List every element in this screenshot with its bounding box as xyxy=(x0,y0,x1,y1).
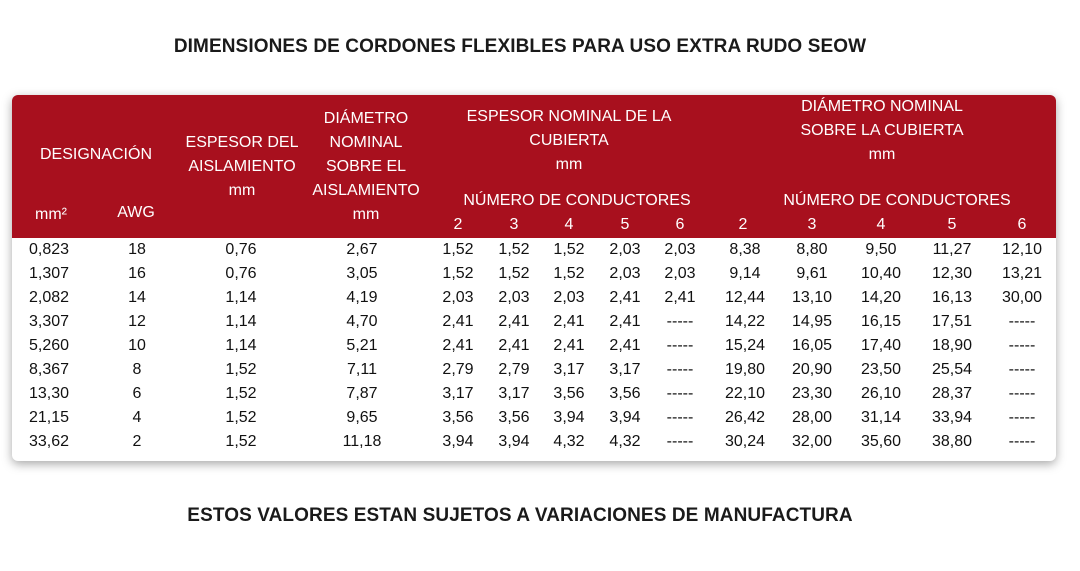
table-cell: 3,56 xyxy=(442,409,474,426)
table-cell: 7,87 xyxy=(346,385,378,402)
table-cell: 2,41 xyxy=(442,313,474,330)
table-cell: 20,90 xyxy=(791,361,833,378)
table-cell: 2,41 xyxy=(442,337,474,354)
table-cell: 0,76 xyxy=(225,241,257,258)
table-cell: 15,24 xyxy=(724,337,766,354)
table-cell: 17,51 xyxy=(931,313,973,330)
conductores-cubierta-header-4: 4 xyxy=(564,216,574,233)
table-cell: 38,80 xyxy=(931,433,973,450)
header-designacion: DESIGNACIÓN xyxy=(39,146,152,163)
table-cell: 3,94 xyxy=(553,409,585,426)
table-cell: 3,94 xyxy=(609,409,641,426)
header-espesor-aislamiento: ESPESOR DEL AISLAMIENTO mm xyxy=(185,134,299,199)
table-cell: 2,41 xyxy=(609,313,641,330)
page-title: DIMENSIONES DE CORDONES FLEXIBLES PARA USO EXTRA RUDO SEOW xyxy=(173,36,867,57)
table-cell: 1,14 xyxy=(225,313,257,330)
table-cell: 9,65 xyxy=(346,409,378,426)
table-cell: 1,52 xyxy=(498,265,530,282)
table-cell: 1,52 xyxy=(225,409,257,426)
table-cell: 14,22 xyxy=(724,313,766,330)
table-cell: ----- xyxy=(1008,385,1036,402)
table-cell: 8,38 xyxy=(729,241,761,258)
table-cell: 18,90 xyxy=(931,337,973,354)
table-cell: 3,17 xyxy=(553,361,585,378)
header-numero-conductores-cubierta: NÚMERO DE CONDUCTORES xyxy=(463,192,691,209)
table-cell: 1,14 xyxy=(225,289,257,306)
table-cell: 33,62 xyxy=(28,433,70,450)
table-cell: 11,18 xyxy=(342,433,382,450)
table-cell: 26,42 xyxy=(724,409,766,426)
table-cell: ----- xyxy=(666,313,694,330)
table-cell: 9,50 xyxy=(865,241,897,258)
table-cell: 1,52 xyxy=(225,361,257,378)
table-cell: 3,94 xyxy=(498,433,530,450)
table-cell: 2,03 xyxy=(664,241,696,258)
table-cell: 2,79 xyxy=(498,361,530,378)
conductores-diametro-header-3: 3 xyxy=(807,216,817,233)
table-cell: 2,41 xyxy=(609,337,641,354)
table-cell: 1,52 xyxy=(225,385,257,402)
table-cell: 12,10 xyxy=(1001,241,1043,258)
table-cell: 1,52 xyxy=(442,265,474,282)
table-cell: ----- xyxy=(666,433,694,450)
table-cell: 3,05 xyxy=(346,265,378,282)
table-cell: 2,41 xyxy=(553,313,585,330)
table-cell: ----- xyxy=(1008,409,1036,426)
table-cell: ----- xyxy=(666,337,694,354)
table-cell: 1,52 xyxy=(553,241,585,258)
table-cell: 7,11 xyxy=(347,361,377,378)
table-cell: 2,03 xyxy=(664,265,696,282)
table-cell: ----- xyxy=(666,361,694,378)
table-cell: ----- xyxy=(666,385,694,402)
table-cell: ----- xyxy=(1008,313,1036,330)
table-cell: 14,95 xyxy=(791,313,833,330)
table-cell: 26,10 xyxy=(860,385,902,402)
table-cell: 0,823 xyxy=(28,241,70,258)
conductores-diametro-header-2: 2 xyxy=(738,216,748,233)
table-cell: 2,03 xyxy=(442,289,474,306)
table-cell: 2,79 xyxy=(442,361,474,378)
table-cell: 35,60 xyxy=(860,433,902,450)
table-cell: 9,61 xyxy=(796,265,828,282)
table-cell: 13,10 xyxy=(791,289,833,306)
table-cell: 4,70 xyxy=(346,313,378,330)
header-espesor-cubierta: ESPESOR NOMINAL DE LA CUBIERTA mm xyxy=(466,108,672,173)
table-cell: 13,21 xyxy=(1001,265,1043,282)
table-cell: 5,260 xyxy=(28,337,70,354)
table-cell: 25,54 xyxy=(931,361,973,378)
conductores-diametro-header-5: 5 xyxy=(947,216,957,233)
table-cell: 22,10 xyxy=(724,385,766,402)
table-cell: 9,14 xyxy=(729,265,761,282)
table-cell: 6 xyxy=(132,385,142,402)
table-cell: 16,15 xyxy=(860,313,902,330)
table-cell: 10 xyxy=(128,337,146,354)
table-cell: ----- xyxy=(1008,361,1036,378)
table-cell: 4,32 xyxy=(553,433,585,450)
table-cell: 2,03 xyxy=(553,289,585,306)
table-cell: 2,03 xyxy=(609,241,641,258)
table-cell: 2,41 xyxy=(664,289,696,306)
table-cell: 16,13 xyxy=(931,289,973,306)
table-cell: 3,17 xyxy=(609,361,641,378)
cable-dimensions-table xyxy=(12,95,1056,461)
table-cell: 14,20 xyxy=(860,289,902,306)
table-cell: 3,17 xyxy=(442,385,474,402)
conductores-cubierta-header-5: 5 xyxy=(620,216,630,233)
conductores-cubierta-header-6: 6 xyxy=(675,216,685,233)
table-cell: 30,00 xyxy=(1001,289,1043,306)
table-cell: 8 xyxy=(132,361,142,378)
table-cell: 10,40 xyxy=(860,265,902,282)
table-cell: 2,03 xyxy=(609,265,641,282)
header-diametro-aislamiento: DIÁMETRO NOMINAL SOBRE EL AISLAMIENTO mm xyxy=(312,110,420,223)
table-cell: 2,41 xyxy=(498,313,530,330)
table-cell: 1,52 xyxy=(498,241,530,258)
table-cell: 1,307 xyxy=(28,265,70,282)
table-cell: 17,40 xyxy=(860,337,902,354)
table-cell: 11,27 xyxy=(932,241,972,258)
table-cell: 2 xyxy=(132,433,142,450)
table-cell: 2,41 xyxy=(498,337,530,354)
table-cell: 1,52 xyxy=(553,265,585,282)
table-cell: ----- xyxy=(1008,337,1036,354)
table-cell: 16 xyxy=(128,265,146,282)
table-cell: 3,56 xyxy=(498,409,530,426)
table-cell: 4 xyxy=(132,409,142,426)
table-cell: 32,00 xyxy=(791,433,833,450)
table-cell: 19,80 xyxy=(724,361,766,378)
table-cell: 2,41 xyxy=(609,289,641,306)
footer-note: ESTOS VALORES ESTAN SUJETOS A VARIACIONES DE MANUFACTURA xyxy=(187,505,853,526)
table-cell: 13,30 xyxy=(28,385,70,402)
table-cell: 23,50 xyxy=(860,361,902,378)
table-cell: 12,44 xyxy=(724,289,766,306)
table-cell: 28,00 xyxy=(791,409,833,426)
table-cell: 1,52 xyxy=(442,241,474,258)
conductores-cubierta-header-2: 2 xyxy=(453,216,463,233)
conductores-cubierta-header-3: 3 xyxy=(509,216,519,233)
table-cell: 14 xyxy=(128,289,146,306)
table-cell: 12 xyxy=(128,313,146,330)
table-cell: 8,80 xyxy=(796,241,828,258)
conductores-diametro-header-4: 4 xyxy=(876,216,886,233)
table-cell: 5,21 xyxy=(346,337,378,354)
table-cell: 3,94 xyxy=(442,433,474,450)
table-cell: 28,37 xyxy=(931,385,973,402)
header-numero-conductores-diametro: NÚMERO DE CONDUCTORES xyxy=(783,192,1011,209)
table-cell: 12,30 xyxy=(931,265,973,282)
header-awg: AWG xyxy=(117,204,155,221)
table-cell: 3,56 xyxy=(609,385,641,402)
table-cell: 18 xyxy=(128,241,146,258)
table-cell: 4,19 xyxy=(346,289,378,306)
table-cell: 2,082 xyxy=(28,289,70,306)
table-cell: 3,307 xyxy=(28,313,70,330)
table-cell: 4,32 xyxy=(609,433,641,450)
table-cell: 21,15 xyxy=(28,409,70,426)
table-cell: 3,56 xyxy=(553,385,585,402)
table-cell: 1,52 xyxy=(225,433,257,450)
table-cell: ----- xyxy=(666,409,694,426)
table-cell: 8,367 xyxy=(28,361,70,378)
table-cell: 2,03 xyxy=(498,289,530,306)
table-cell: 31,14 xyxy=(860,409,902,426)
table-cell: 30,24 xyxy=(724,433,766,450)
table-cell: 1,14 xyxy=(225,337,257,354)
table-cell: 0,76 xyxy=(225,265,257,282)
table-cell: 23,30 xyxy=(791,385,833,402)
header-diametro-cubierta: DIÁMETRO NOMINAL SOBRE LA CUBIERTA mm xyxy=(800,98,964,163)
conductores-diametro-header-6: 6 xyxy=(1017,216,1027,233)
table-cell: 2,41 xyxy=(553,337,585,354)
table-cell: 33,94 xyxy=(931,409,973,426)
header-mm2: mm² xyxy=(35,206,67,223)
table-cell: 2,67 xyxy=(346,241,378,258)
table-cell: ----- xyxy=(1008,433,1036,450)
table-cell: 3,17 xyxy=(498,385,530,402)
table-cell: 16,05 xyxy=(791,337,833,354)
table-header xyxy=(12,95,1056,238)
